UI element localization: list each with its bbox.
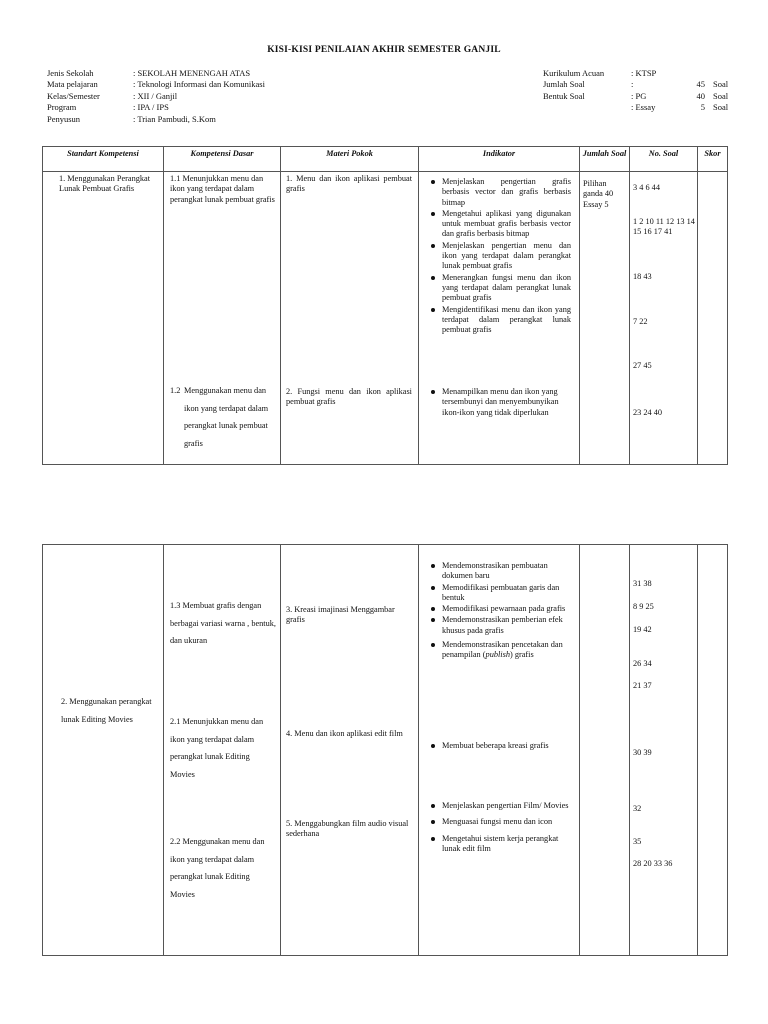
blueprint-table-1 (42, 146, 728, 465)
info-value: : (631, 79, 634, 90)
exam-info-row (543, 79, 728, 90)
question-numbers: 23 24 40 (633, 408, 663, 417)
publish-term: publish (485, 650, 510, 660)
indicator-item: Mengetahui sistem kerja perangkat lunak edit film (425, 834, 569, 855)
info-unit: Soal (713, 79, 729, 90)
info-key (543, 102, 631, 113)
question-numbers: 35 (633, 837, 642, 846)
info-key: Mata pelajaran (47, 79, 98, 90)
info-row (47, 102, 265, 113)
header-materi: Materi Pokok (281, 147, 419, 172)
indicator-item (425, 640, 569, 661)
info-value: : Trian Pambudi, S.Kom (133, 113, 216, 124)
table-header-row (43, 147, 728, 172)
main-material: 2. Fungsi menu dan ikon aplikasi pembuat grafis (286, 387, 412, 407)
basic-competency: 2.2 Menggunakan menu dan ikon yang terdapat dalam perangkat lunak Editing Movies (170, 837, 265, 899)
question-numbers: 30 39 (633, 748, 652, 757)
info-key: Jenis Sekolah (47, 68, 94, 78)
question-numbers: 1 2 10 11 12 13 14 15 16 17 41 (633, 217, 695, 237)
basic-competency: 1.1 Menunjukkan menu dan ikon yang terdapat dalam perangkat lunak pembuat grafis (170, 174, 275, 204)
indicator-item: Mendemonstrasikan pembuatan dokumen baru (425, 561, 569, 582)
competency-standard: 1. Menggunakan Perangkat Lunak Pembuat Grafis (59, 174, 151, 194)
question-count: Pilihan ganda 40 Essay 5 (583, 179, 614, 209)
header-kd: Kompetensi Dasar (164, 147, 281, 172)
indicator-text: ) grafis (509, 650, 534, 660)
question-numbers: 26 34 (633, 659, 652, 668)
info-key: Kurikulum Acuan (543, 68, 605, 78)
indicator-item: Menjelaskan pengertian menu dan ikon yang terdapat dalam perangkat lunak pembuat grafis (425, 241, 571, 272)
indicator-item: Membuat beberapa kreasi grafis (425, 741, 569, 751)
info-row (47, 79, 265, 90)
score-cell (698, 172, 728, 465)
question-numbers: 21 37 (633, 681, 652, 690)
question-numbers: 32 (633, 804, 642, 813)
indicator-item: Mengidentifikasi menu dan ikon yang terdapat dalam perangkat lunak pembuat grafis (425, 305, 571, 336)
table-row (43, 545, 728, 956)
info-count: 5 (700, 102, 705, 113)
question-numbers: 31 38 (633, 579, 652, 588)
question-numbers: 3 4 6 44 (633, 183, 660, 192)
indicator-item: Memodifikasi pembuatan garis dan bentuk (425, 583, 569, 604)
info-unit: Soal (713, 90, 729, 101)
info-row (47, 68, 265, 79)
indicator-item: Menampilkan menu dan ikon yang tersembunyi dan menyembunyikan ikon-ikon yang tidak diperlukan (425, 387, 569, 418)
header-no-soal: No. Soal (630, 147, 698, 172)
exam-info-row (543, 91, 728, 102)
info-key: Bentuk Soal (543, 90, 585, 101)
basic-competency: Menggunakan menu dan ikon yang terdapat dalam perangkat lunak pembuat grafis (184, 386, 269, 448)
indicator-item: Menerangkan fungsi menu dan ikon yang terdapat dalam perangkat lunak pembuat grafis (425, 273, 571, 304)
info-value: : SEKOLAH MENENGAH ATAS (133, 68, 251, 78)
info-value: : KTSP (631, 68, 657, 78)
question-numbers: 28 20 33 36 (633, 859, 673, 868)
question-numbers: 27 45 (633, 361, 652, 370)
question-numbers: 7 22 (633, 317, 648, 326)
main-material: 3. Kreasi imajinasi Menggambar grafis (286, 605, 395, 625)
question-count-cell (580, 545, 630, 956)
main-material: 4. Menu dan ikon aplikasi edit film (286, 729, 403, 738)
header-indikator: Indikator (419, 147, 580, 172)
main-material: 1. Menu dan ikon aplikasi pembuat grafis (286, 174, 412, 194)
indicator-list (425, 561, 569, 662)
indicator-text: Mendemonstrasikan pencetakan dan penampilan ( (442, 640, 563, 660)
info-value: : Essay (631, 102, 656, 113)
indicator-list (425, 177, 571, 336)
question-numbers: 18 43 (633, 272, 652, 281)
competency-standard: 2. Menggunakan perangkat lunak Editing Movies (61, 697, 152, 724)
indicator-item: Menguasai fungsi menu dan icon (425, 817, 569, 827)
indicator-list (425, 387, 569, 419)
question-numbers: 19 42 (633, 625, 652, 634)
school-info (47, 68, 265, 125)
info-value: : PG (631, 90, 647, 101)
info-value: : XII / Ganjil (133, 90, 178, 101)
info-key: Jumlah Soal (543, 79, 585, 90)
indicator-list (425, 801, 569, 855)
indicator-item: Menjelaskan pengertian grafis berbasis vector dan grafis berbasis bitmap (425, 177, 571, 208)
info-key: Kelas/Semester (47, 90, 100, 101)
indicator-item: Mengetahui aplikasi yang digunakan untuk membuat grafis berbasis vector dan grafis berbasis bitmap (425, 209, 571, 240)
info-count (675, 68, 713, 79)
info-key: Penyusun (47, 113, 81, 124)
info-key: Program (47, 102, 77, 113)
header-jumlah-soal: Jumlah Soal (580, 147, 630, 172)
info-value: : Teknologi Informasi dan Komunikasi (133, 79, 265, 90)
blueprint-table-2 (42, 544, 728, 956)
exam-info (543, 68, 728, 114)
indicator-item: Menjelaskan pengertian Film/ Movies (425, 801, 569, 811)
info-count: 40 (696, 90, 705, 101)
basic-competency: 1.3 Membuat grafis dengan berbagai variasi warna , bentuk, dan ukuran (170, 601, 276, 645)
info-row (47, 114, 265, 125)
exam-info-row (543, 68, 728, 79)
header-skor: Skor (698, 147, 728, 172)
main-material: 5. Menggabungkan film audio visual sederhana (286, 819, 409, 839)
header-sk: Standart Kompetensi (43, 147, 164, 172)
exam-info-row (543, 102, 728, 113)
info-value: : IPA / IPS (133, 102, 169, 113)
basic-competency: 2.1 Menunjukkan menu dan ikon yang terdapat dalam perangkat lunak Editing Movies (170, 717, 264, 779)
question-numbers: 8 9 25 (633, 602, 654, 611)
table-row (43, 172, 728, 465)
info-unit: Soal (713, 102, 729, 113)
indicator-list (425, 741, 569, 752)
info-count: 45 (696, 79, 705, 90)
info-row (47, 91, 265, 102)
score-cell (698, 545, 728, 956)
basic-competency-number: 1.2 (170, 386, 181, 395)
indicator-item: Memodifikasi pewarnaan pada grafis (425, 604, 569, 614)
document-title: KISI-KISI PENILAIAN AKHIR SEMESTER GANJIL (267, 45, 501, 55)
indicator-item: Mendemonstrasikan pemberian efek khusus pada grafis (425, 615, 569, 636)
